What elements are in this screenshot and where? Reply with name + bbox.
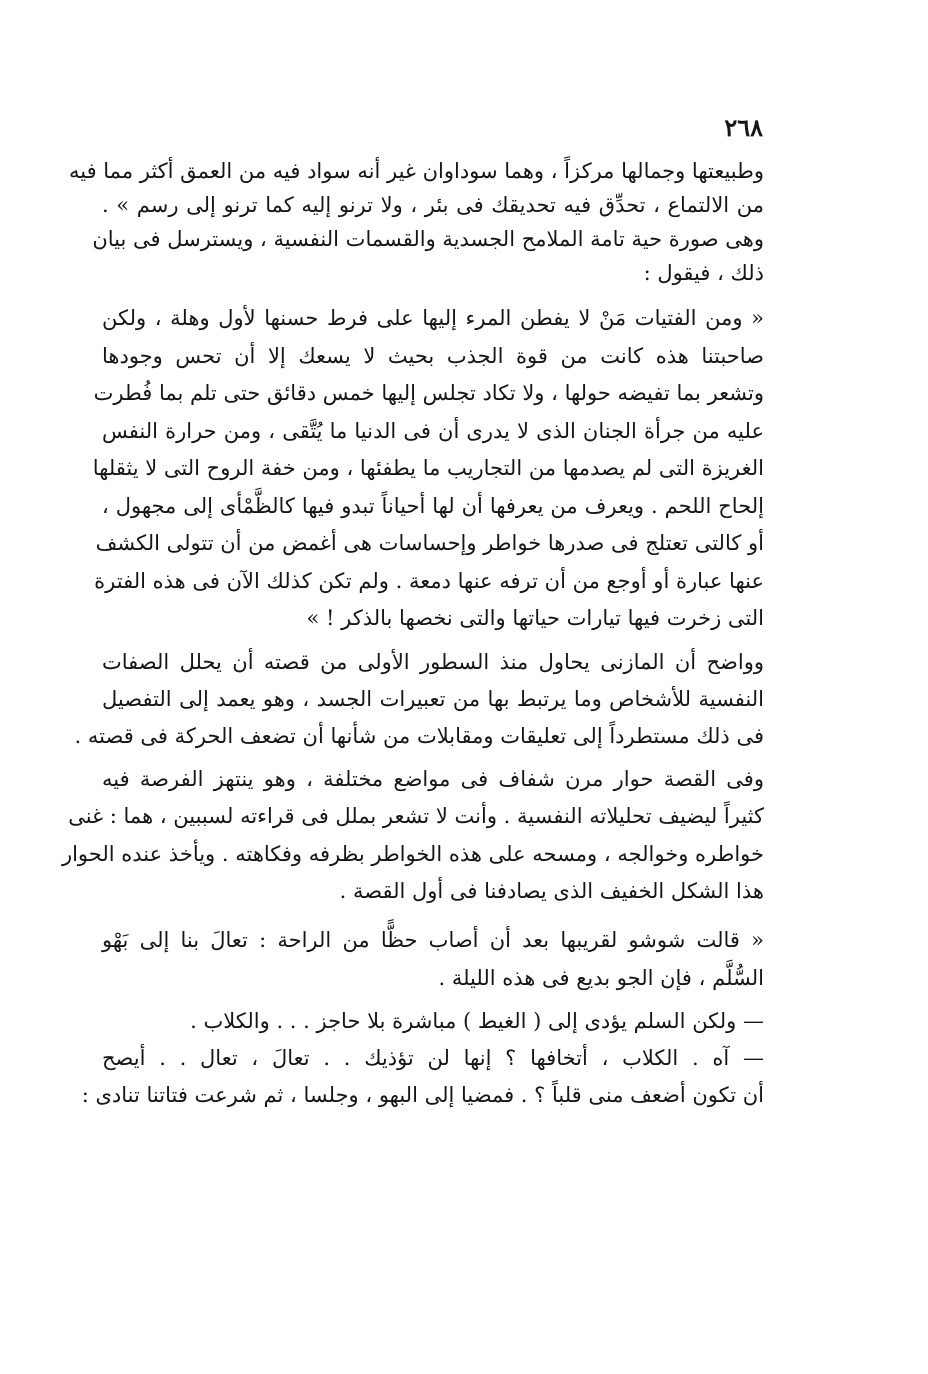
text-line: ذلك ، فيقول : — [643, 261, 764, 285]
quote-paragraph-2 — [102, 921, 764, 997]
text-line: وفى القصة حوار مرن شفاف فى مواضع مختلفة ، وهو ينتهز الفرصة فيه — [102, 766, 764, 791]
text-line: — ولكن السلم يؤدى إلى ( الغيط ) مباشرة بلا حاجز . . . والكلاب . — [190, 1008, 764, 1033]
text-line: وطبيعتها وجمالها مركزاً ، وهما سوداوان غير أنه سواد فيه من العمق أكثر مما فيه — [68, 159, 764, 183]
text-line: عنها عبارة أو أوجع من أن ترفه عنها دمعة . ولم تكن كذلك الآن فى هذه الفترة — [94, 568, 764, 593]
text-line: وتشعر بما تفيضه حولها ، ولا تكاد تجلس إليها خمس دقائق حتى تلم بما فُطرت — [93, 381, 764, 405]
paragraph-3 — [61, 761, 764, 911]
text-line: كثيراً ليضيف تحليلاته النفسية . وأنت لا تشعر بملل فى قراءته لسببين ، هما : غنى — [68, 804, 764, 828]
text-line: هذا الشكل الخفيف الذى يصادفنا فى أول القصة . — [339, 879, 764, 903]
text-line: أو كالتى تعتلج فى صدرها خواطر وإحساسات هى أغمض من أن تتولى الكشف — [95, 531, 764, 555]
text-line: من الالتماع ، تحدِّق فيه تحديقك فى بئر ، ولا ترنو إليه كما ترنو إلى رسم » . — [102, 193, 764, 217]
text-line: أن تكون أضعف منى قلباً ؟ . فمضيا إلى البهو ، وجلسا ، ثم شرعت فتاتنا تنادى : — [81, 1082, 764, 1107]
book-body-text — [61, 154, 764, 1114]
text-line: فى ذلك مستطرداً إلى تعليقات ومقابلات من شأنها أن تضعف الحركة فى قصته . — [74, 723, 764, 748]
paragraph-2 — [74, 644, 764, 755]
page-number: ٢٦٨ — [724, 113, 763, 142]
text-line: وهى صورة حية تامة الملامح الجسدية والقسمات النفسية ، ويسترسل فى بيان — [92, 227, 764, 251]
quote-paragraph-1 — [92, 300, 764, 638]
text-line: خواطره وخوالجه ، ومسحه على هذه الخواطر بظرفه وفكاهته . ويأخذ عنده الحوار — [61, 841, 764, 866]
text-line: الغريزة التى لم يصدمها من التجاريب ما يطفئها ، ومن خفة الروح التى لا يثقلها — [92, 456, 764, 480]
text-line: التى زخرت فيها تيارات حياتها والتى نخصها بالذكر ! » — [306, 606, 764, 630]
text-line: إلحاح اللحم . ويعرف من يعرفها أن لها أحياناً تبدو فيها كالظَّمْأى إلى مجهول ، — [102, 493, 764, 518]
dialogue-paragraph — [81, 1003, 764, 1114]
text-line: النفسية للأشخاص وما يرتبط بها من تعبيرات الجسد ، وهو يعمد إلى التفصيل — [102, 686, 764, 711]
text-line: وواضح أن المازنى يحاول منذ السطور الأولى من قصته أن يحلل الصفات — [102, 649, 764, 674]
paragraph-1 — [68, 154, 764, 290]
text-line: السُّلَّم ، فإن الجو بديع فى هذه الليلة . — [438, 965, 764, 990]
text-line: « ومن الفتيات مَنْ لا يفطن المرء إليها على فرط حسنها لأول وهلة ، ولكن — [102, 306, 764, 330]
text-line: عليه من جرأة الجنان الذى لا يدرى أن فى الدنيا ما يُتَّقى ، ومن حرارة النفس — [102, 418, 764, 443]
text-line: « قالت شوشو لقريبها بعد أن أصاب حظًّا من الراحة : تعالَ بنا إلى بَهْو — [102, 927, 764, 952]
text-line: — آه . الكلاب ، أتخافها ؟ إنها لن تؤذيك . . تعالَ ، تعال . . أيصح — [102, 1045, 764, 1070]
text-line: صاحبتنا هذه كانت من قوة الجذب بحيث لا يسعك إلا أن تحس وجودها — [102, 343, 764, 368]
